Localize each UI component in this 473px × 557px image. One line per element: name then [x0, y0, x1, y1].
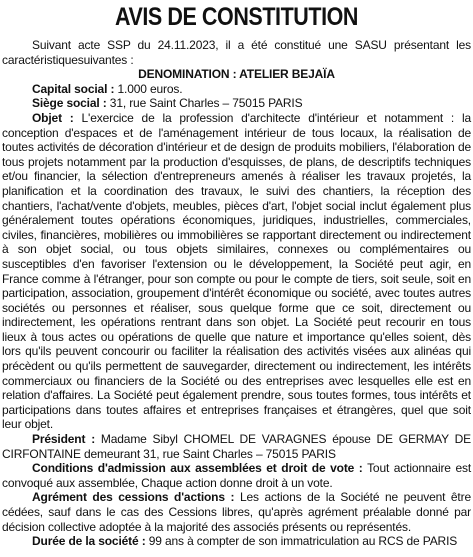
capital-value: 1.000 euros.	[114, 81, 183, 96]
notice-title: AVIS DE CONSTITUTION	[114, 3, 359, 31]
conditions-paragraph	[2, 461, 471, 490]
siege-label: Siège social :	[32, 96, 107, 111]
objet-label: Objet :	[32, 110, 74, 125]
objet-value: L'exercice de la profession d'architecte d'intérieur et notamment : la conception d'espaces et de l'aménagement intérieur de tous locaux, la réalisation de toutes activités de décoration d'intérieur et de design de produits mobiliers, l'élaboration de tous projets notamment par la production d'esquisses, de plans, de descriptifs techniques et/ou financier, la sélection d'entrepreneurs amenés à réaliser les travaux projetés, la planification et la coordination des travaux, le suivi des chantiers, la réception des chantiers, l'achat/vente d'objets, meubles, pièces d'art, l'objet social inclut également plus généralement toutes opérations économiques, juridiques, industrielles, commerciales, civiles, financières, mobilières ou immobilières se rapportant directement ou indirectement à son objet social, ou tous objets similaires, connexes ou complémentaires ou susceptibles d'en favoriser l'extension ou le développement, la Société peut agir, en France comme à l'étranger, pour son compte ou pour le compte de tiers, soit seule, soit en participation, association, groupement d'intérêt économique ou société, avec toutes autres sociétés ou personnes et réaliser, sous quelque forme que ce soit, directement ou indirectement, les opérations rentrant dans son objet. La Société peut recourir en tous lieux à tous actes ou opérations de quelle que nature et importance qu'elles soient, dès lors qu'ils peuvent concourir ou faciliter la réalisation des activités visées aux alinéas qui précèdent ou qu'ils permettent de sauvegarder, directement ou indirectement, les intérêts commerciaux ou financiers de la Société ou des entreprises avec lesquelles elle est en relation d'affaires. La Société peut également prendre, sous toutes formes, tous intérêts et participations dans toutes affaires et entreprises françaises et étrangères, quel que soit leur objet.	[2, 110, 471, 432]
president-label: Président :	[32, 432, 96, 447]
capital-paragraph	[2, 82, 471, 97]
conditions-label: Conditions d'admission aux assemblées et droit de vote :	[32, 461, 363, 476]
president-value: Madame Sibyl CHOMEL DE VARAGNES épouse DE GERMAY DE CIRFONTAINE demeurant 31, rue Saint Charles – 75015 PARIS	[2, 432, 471, 461]
objet-paragraph	[2, 111, 471, 432]
legal-notice	[2, 0, 471, 549]
denomination-line: DENOMINATION : ATELIER BEJAÏA	[138, 67, 335, 82]
capital-label: Capital social :	[32, 81, 115, 96]
conditions-value: Tout actionnaire est convoqué aux assemblée, Chaque action donne droit à un vote.	[2, 461, 472, 490]
siege-value: 31, rue Saint Charles – 75015 PARIS	[106, 96, 303, 111]
agrement-paragraph	[2, 490, 471, 534]
siege-paragraph	[2, 96, 471, 111]
agrement-label: Agrément des cessions d'actions :	[32, 490, 235, 505]
duree-paragraph	[2, 534, 471, 549]
agrement-value: Les actions de la Société ne peuvent être cédées, sauf dans le cas des Cessions libres, qu'après agrément préalable donné par décision collective adoptée à la majorité des associés présents ou représentés.	[2, 490, 471, 534]
duree-value: 99 ans à compter de son immatriculation au RCS de PARIS	[145, 534, 458, 549]
intro-paragraph: Suivant acte SSP du 24.11.2023, il a été constitué une SASU présentant les caractéristiquesuivantes :	[2, 38, 471, 67]
president-paragraph	[2, 432, 471, 461]
duree-label: Durée de la société :	[32, 534, 146, 549]
